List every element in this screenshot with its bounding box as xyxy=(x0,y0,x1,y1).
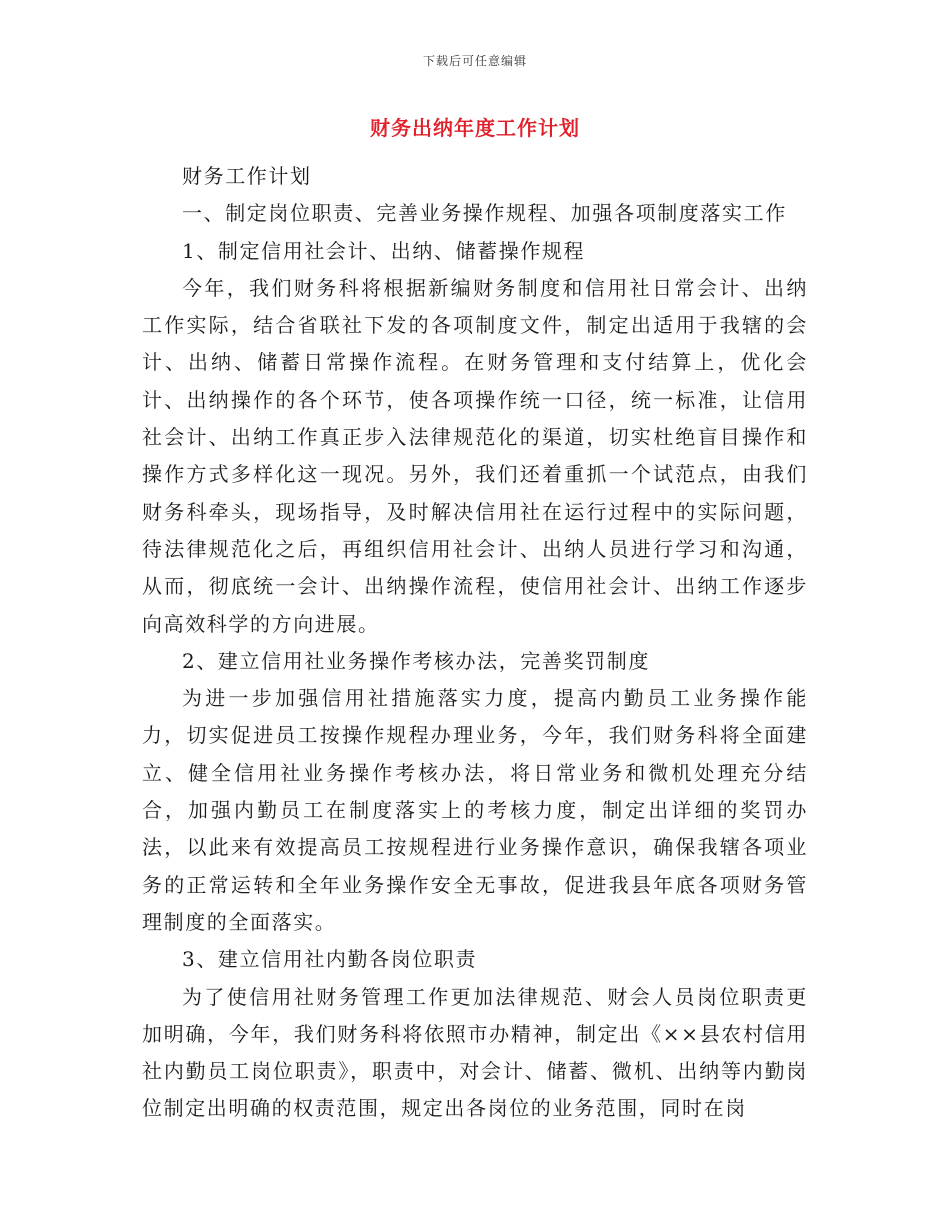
subsection-heading: 1、制定信用社会计、出纳、储蓄操作规程 xyxy=(182,238,586,263)
paragraph: 为了使信用社财务管理工作更加法律规范、财会人员岗位职责更加明确，今年，我们财务科将依照市办精神，制定出《××县农村信用社内勤员工岗位职责》，职责中，对会计、储蓄、微机、出纳等内勤岗位制定出明确的权责范围，规定出各岗位的业务范围，同时在岗 xyxy=(142,984,808,1121)
subsection-heading: 3、建立信用社内勤各岗位职责 xyxy=(182,947,478,972)
subsection-heading: 2、建立信用社业务操作考核办法，完善奖罚制度 xyxy=(182,648,650,673)
document-body xyxy=(142,158,808,1128)
paragraph: 今年，我们财务科将根据新编财务制度和信用社日常会计、出纳工作实际，结合省联社下发的各项制度文件，制定出适用于我辖的会计、出纳、储蓄日常操作流程。在财务管理和支付结算上，优化会计、出纳操作的各个环节，使各项操作统一口径，统一标准，让信用社会计、出纳工作真正步入法律规范化的渠道，切实杜绝盲目操作和操作方式多样化这一现况。另外，我们还着重抓一个试范点，由我们财务科牵头，现场指导，及时解决信用社在运行过程中的实际问题，待法律规范化之后，再组织信用社会计、出纳人员进行学习和沟通，从而，彻底统一会计、出纳操作流程，使信用社会计、出纳工作逐步向高效科学的方向进展。 xyxy=(142,275,808,636)
header-note: 下载后可任意编辑 xyxy=(422,54,527,68)
paragraph-heading: 财务工作计划 xyxy=(182,164,312,188)
paragraph: 为进一步加强信用社措施落实力度，提高内勤员工业务操作能力，切实促进员工按操作规程办理业务，今年，我们财务科将全面建立、健全信用社业务操作考核办法，将日常业务和微机处理充分结合，加强内勤员工在制度落实上的考核力度，制定出详细的奖罚办法，以此来有效提高员工按规程进行业务操作意识，确保我辖各项业务的正常运转和全年业务操作安全无事故，促进我县年底各项财务管理制度的全面落实。 xyxy=(142,686,808,934)
section-heading: 一、制定岗位职责、完善业务操作规程、加强各项制度落实工作 xyxy=(182,201,787,226)
document-title: 财务出纳年度工作计划 xyxy=(370,116,580,140)
